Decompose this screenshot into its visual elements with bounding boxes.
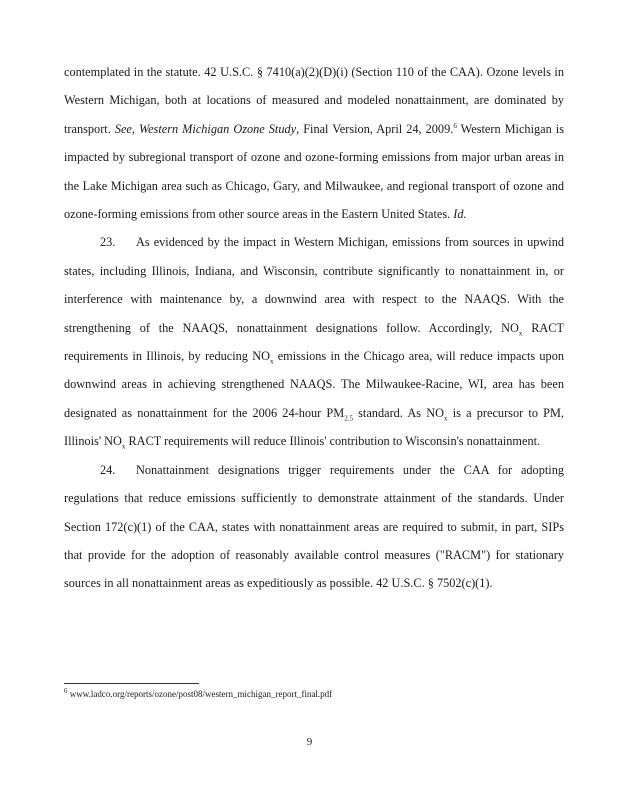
subscript: x (444, 414, 448, 423)
paragraph-text: Western Michigan is impacted by subregional transport of ozone and ozone-forming emissions from major urban areas in the Lake Michigan area such as Chicago, Gary, and Milwaukee, and regional transport of ozone and ozone-forming emissions from other source areas in the Eastern United States. (64, 121, 564, 222)
paragraph-text: , Final Version, April 24, 2009. (296, 121, 454, 136)
subscript: x (518, 329, 523, 338)
paragraph-text: standard. As NO (352, 405, 445, 420)
citation-id-italic: Id. (453, 207, 467, 222)
paragraph-text: contemplated in the statute. 42 U.S.C. § 7410(a)(2)(D)(i) (Section 110 of the CAA). Ozone levels in Western Michigan, both at locations of measured and modeled nonattainment, are dominated by transport. (64, 65, 564, 136)
footnote (64, 688, 564, 700)
paragraph-text: As evidenced by the impact in Western Michigan, emissions from sources in upwind states, including Illinois, Indiana, and Wisconsin, contribute significantly to nonattainment in, or interference with maintenance by, a downwind area with respect to the NAAQS. With the strengthening of the NAAQS, nonattainment designations follow. Accordingly, NO (64, 235, 564, 335)
subscript: x (269, 357, 274, 366)
footnote-divider (64, 683, 199, 684)
footnote-marker: 6 (64, 687, 68, 695)
paragraph-text: RACT requirements will reduce Illinois' contribution to Wisconsin's nonattainment. (125, 434, 541, 449)
footnote-reference: 6 (453, 121, 457, 130)
paragraph-24 (64, 456, 564, 598)
citation-italic: See, Western Michigan Ozone Study (114, 121, 297, 136)
paragraph-text: Nonattainment designations trigger requirements under the CAA for adopting regulations that reduce emissions sufficiently to demonstrate attainment of the standards. Under Section 172(c)(1) of the CAA, states with nonattainment areas are required to submit, in part, SIPs that provide for the adoption of reasonably available control measures ("RACM") for stationary sources in all nonattainment areas as expeditiously as possible. 42 U.S.C. § 7502(c)(1). (64, 462, 564, 591)
page-number: 9 (306, 736, 313, 748)
subscript: 2.5 (344, 414, 353, 423)
paragraph-number: 23. (100, 235, 116, 250)
body-text (64, 58, 564, 598)
paragraph-number: 24. (100, 462, 116, 477)
paragraph-text: RACT requirements in Illinois, by reducing NO (64, 320, 564, 364)
paragraph-continuation (64, 58, 564, 228)
paragraph-text: emissions in the Chicago area, will reduce impacts upon downwind areas in achieving strengthened NAAQS. The Milwaukee-Racine, WI, area has been designated as nonattainment for the 2006 24-hour PM (64, 349, 564, 420)
paragraph-23 (64, 228, 564, 455)
footnote-text: www.ladco.org/reports/ozone/post08/western_michigan_report_final.pdf (69, 689, 333, 699)
paragraph-text: is a precursor to PM, Illinois' NO (64, 405, 565, 449)
subscript: x (121, 442, 126, 451)
